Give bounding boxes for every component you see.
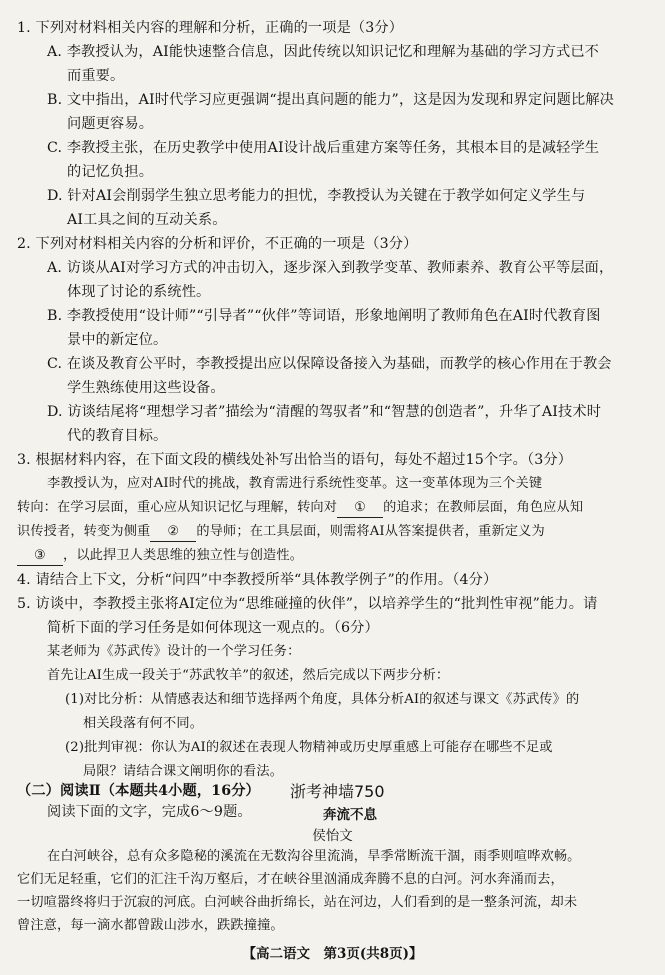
q3-passage-line1: 李教授认为，应对AI时代的挑战，教育需进行系统性变革。这一变革体现为三个关键 [47, 476, 543, 491]
q5-task-step-1: (1)对比分析：从情感表达和细节选择两个角度，具体分析AI的叙述与课文《苏武传》的 [65, 692, 580, 707]
q3-text: 转向：在学习层面，重心应从知识记忆与理解，转向对 [17, 500, 338, 515]
article-paragraph-line3: 一切喧嚣终将归于沉寂的河底。白河峡谷曲折绵长，站在河边，人们看到的是一整条河流，却未 [17, 895, 578, 910]
q2-option-d: D. 访谈结尾将“理想学习者”描绘为“清醒的驾驭者”和“智慧的创造者”，升华了AI技术时 [47, 404, 602, 420]
q2-stem: 2. 下列对材料相关内容的分析和评价，不正确的一项是（3分） [17, 236, 418, 252]
q5-task-step-2-cont: 局限？请结合课文阐明你的看法。 [83, 764, 284, 779]
q1-option-a-cont: 而重要。 [67, 68, 125, 84]
q5-stem-cont: 简析下面的学习任务是如何体现这一观点的。（6分） [47, 620, 379, 636]
q3-blank-3[interactable]: ③ [17, 547, 63, 566]
page-footer: 【高二语文 第3页(共8页)】 [242, 946, 423, 962]
q1-option-c-cont: 的记忆负担。 [67, 164, 154, 180]
q2-option-d-cont: 代的教育目标。 [67, 428, 168, 444]
q1-option-d: D. 针对AI会削弱学生独立思考能力的担忧，李教授认为关键在于教学如何定义学生与 [47, 188, 586, 204]
section-heading: （二）阅读Ⅱ（本题共4小题，16分） [17, 783, 260, 799]
q1-option-a: A. 李教授认为，AI能快速整合信息，因此传统以知识记忆和理解为基础的学习方式已不 [47, 44, 600, 60]
q3-text: 的导师；在工具层面，则需将AI从答案提供者，重新定义为 [196, 524, 545, 539]
article-title: 奔流不息 [323, 807, 377, 823]
section-intro: 阅读下面的文字，完成6～9题。 [47, 804, 252, 820]
q5-task-step-2: (2)批判审视：你认为AI的叙述在表现人物精神或历史厚重感上可能存在哪些不足或 [65, 740, 553, 755]
q1-option-b: B. 文中指出，AI时代学习应更强调“提出真问题的能力”，这是因为发现和界定问题比解决 [47, 92, 615, 108]
article-paragraph-line4: 曾注意，每一滴水都曾跋山涉水，跌跌撞撞。 [17, 918, 284, 933]
q1-option-b-cont: 问题更容易。 [67, 116, 154, 132]
q3-text: 识传授者，转变为侧重 [17, 524, 151, 539]
q5-task-intro: 某老师为《苏武传》设计的一个学习任务： [47, 644, 301, 659]
q3-passage-line2 [17, 499, 583, 518]
article-paragraph-line1: 在白河峡谷，总有众多隐秘的溪流在无数沟谷里流淌，旱季常断流干涸，雨季则喧哗欢畅。 [47, 849, 581, 864]
q3-passage-line4 [17, 547, 303, 566]
q4-stem: 4. 请结合上下文，分析“问四”中李教授所举“具体教学例子”的作用。（4分） [17, 572, 498, 588]
q2-option-c: C. 在谈及教育公平时，李教授提出应以保障设备接入为基础，而教学的核心作用在于教会 [47, 356, 612, 372]
q5-task-step-1-cont: 相关段落有何不同。 [83, 716, 204, 731]
q2-option-b: B. 李教授使用“设计师”“引导者”“伙伴”等词语，形象地阐明了教师角色在AI时代教育图 [47, 308, 601, 324]
q2-option-b-cont: 景中的新定位。 [67, 332, 168, 348]
q5-task-instruction: 首先让AI生成一段关于“苏武牧羊”的叙述，然后完成以下两步分析： [47, 668, 450, 683]
q1-stem: 1. 下列对材料相关内容的理解和分析，正确的一项是（3分） [17, 20, 404, 36]
q3-text: ，以此捍卫人类思维的独立性与创造性。 [63, 548, 304, 563]
q1-option-d-cont: AI工具之间的互动关系。 [67, 212, 227, 228]
q3-blank-2[interactable]: ② [150, 523, 196, 542]
q3-passage-line3 [17, 523, 545, 542]
q2-option-a: A. 访谈从AI对学习方式的冲击切入，逐步深入到教学变革、教师素养、教育公平等层面， [47, 260, 614, 276]
article-author: 侯怡文 [312, 828, 353, 844]
q2-option-a-cont: 体现了讨论的系统性。 [67, 284, 211, 300]
q2-option-c-cont: 学生熟练使用这些设备。 [67, 380, 225, 396]
q1-option-c: C. 李教授主张，在历史教学中使用AI设计战后重建方案等任务，其根本目的是减轻学生 [47, 140, 600, 156]
article-paragraph-line2: 它们无足轻重，它们的汇注千沟万壑后，才在峡谷里汹涌成奔腾不息的白河。河水奔涌而去， [17, 872, 564, 887]
watermark-text: 浙考神墙750 [290, 782, 385, 801]
q3-stem: 3. 根据材料内容，在下面文段的横线处补写出恰当的语句，每处不超过15个字。（3分） [17, 452, 573, 468]
q5-stem: 5. 访谈中，李教授主张将AI定位为“思维碰撞的伙伴”，以培养学生的“批判性审视”能力。请 [17, 596, 598, 612]
q3-blank-1[interactable]: ① [337, 499, 383, 518]
q3-text: 的追求；在教师层面，角色应从知 [383, 500, 584, 515]
